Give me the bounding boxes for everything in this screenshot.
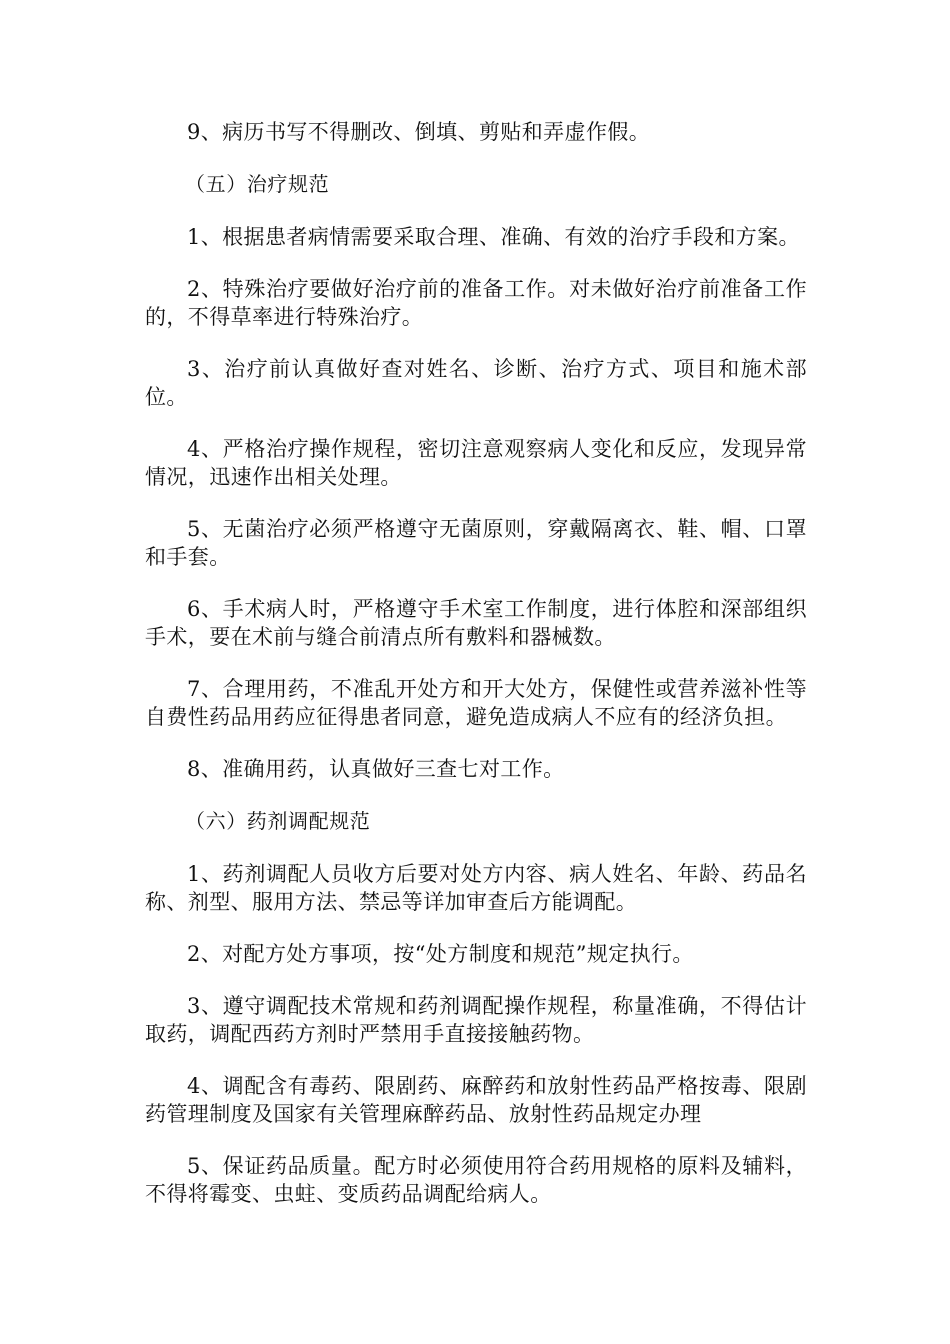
section-6-heading: （六）药剂调配规范 xyxy=(185,809,371,833)
treatment-item-8: 8、准确用药，认真做好三查七对工作。 xyxy=(187,757,565,781)
treatment-item-7: 7、合理用药，不准乱开处方和开大处方，保健性或营养滋补性等自费性药品用药应征得患者同意，避免造成病人不应有的经济负担。 xyxy=(145,677,807,729)
treatment-item-1: 1、根据患者病情需要采取合理、准确、有效的治疗手段和方案。 xyxy=(187,225,800,249)
treatment-item-3: 3、治疗前认真做好查对姓名、诊断、治疗方式、项目和施术部位。 xyxy=(145,357,807,409)
dispensing-item-5: 5、保证药品质量。配方时必须使用符合药用规格的原料及辅料，不得将霉变、虫蛀、变质药品调配给病人。 xyxy=(145,1154,807,1206)
section-5-heading: （五）治疗规范 xyxy=(185,172,330,196)
item-9-records: 9、病历书写不得删改、倒填、剪贴和弄虚作假。 xyxy=(187,120,651,144)
dispensing-item-4: 4、调配含有毒药、限剧药、麻醉药和放射性药品严格按毒、限剧药管理制度及国家有关管理麻醉药品、放射性药品规定办理 xyxy=(145,1074,807,1126)
dispensing-item-1: 1、药剂调配人员收方后要对处方内容、病人姓名、年龄、药品名称、剂型、服用方法、禁忌等详加审查后方能调配。 xyxy=(145,862,807,914)
dispensing-item-2: 2、对配方处方事项，按“处方制度和规范”规定执行。 xyxy=(187,942,694,966)
treatment-item-2: 2、特殊治疗要做好治疗前的准备工作。对未做好治疗前准备工作的，不得草率进行特殊治疗。 xyxy=(145,277,807,329)
treatment-item-4: 4、严格治疗操作规程，密切注意观察病人变化和反应，发现异常情况，迅速作出相关处理。 xyxy=(145,437,807,489)
dispensing-item-3: 3、遵守调配技术常规和药剂调配操作规程，称量准确，不得估计取药，调配西药方剂时严禁用手直接接触药物。 xyxy=(145,994,807,1046)
treatment-item-6: 6、手术病人时，严格遵守手术室工作制度，进行体腔和深部组织手术，要在术前与缝合前清点所有敷料和器械数。 xyxy=(145,597,807,649)
treatment-item-5: 5、无菌治疗必须严格遵守无菌原则，穿戴隔离衣、鞋、帽、口罩和手套。 xyxy=(145,517,807,569)
document-body xyxy=(145,118,807,1232)
